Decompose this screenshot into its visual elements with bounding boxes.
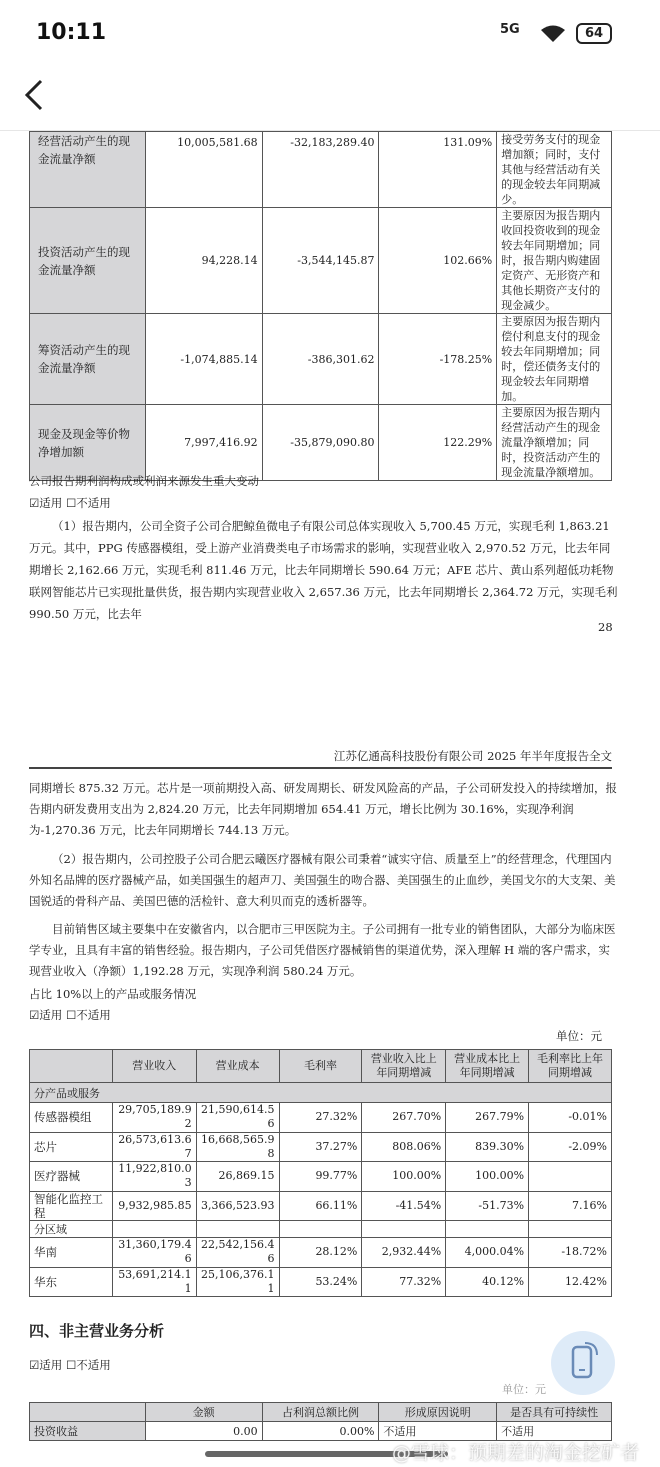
table-row — [30, 1267, 612, 1297]
empty-cell — [279, 1221, 362, 1238]
cell-reason: 主要原因为报告期内经营活动产生的现金流量净额增加；同时，投资活动产生的现金流量净额增加。 — [497, 405, 612, 481]
header-row — [30, 1050, 612, 1083]
data-cell: -51.73% — [446, 1191, 529, 1221]
watermark: @雪球：预期差的淘金挖矿者 — [392, 1442, 640, 1464]
section-label: 分区域 — [30, 1221, 113, 1238]
data-cell: 21,590,614.56 — [196, 1103, 279, 1133]
profit-change-title: 公司报告期利润构成或利润来源发生重大变动 — [29, 474, 259, 488]
data-cell: 267.70% — [362, 1103, 446, 1133]
data-cell: -41.54% — [362, 1191, 446, 1221]
data-cell: 3,366,523.93 — [196, 1191, 279, 1221]
data-cell: 9,932,985.85 — [112, 1191, 196, 1221]
table-row — [30, 314, 612, 405]
cell-prior: -32,183,289.40 — [262, 132, 379, 208]
section-4-title: 四、非主营业务分析 — [29, 1322, 165, 1340]
data-cell: 31,360,179.46 — [112, 1238, 196, 1268]
cell-current: 10,005,581.68 — [145, 132, 262, 208]
data-cell: 0.00 — [145, 1422, 262, 1441]
status-bar — [0, 0, 660, 62]
data-cell: 25,106,376.11 — [196, 1267, 279, 1297]
data-cell: -2.09% — [529, 1132, 612, 1162]
table-row — [30, 1132, 612, 1162]
cell-change: 102.66% — [379, 208, 497, 314]
applicable-checkbox-3[interactable]: ☑适用 ☐不适用 — [29, 1358, 111, 1372]
table-row — [30, 1422, 612, 1441]
data-cell: 不适用 — [379, 1422, 497, 1441]
table-row — [30, 1162, 612, 1192]
data-cell: 2,932.44% — [362, 1238, 446, 1268]
row-label: 筹资活动产生的现金流量净额 — [30, 314, 146, 405]
page-header: 江苏亿通高科技股份有限公司 2025 年半年度报告全文 — [29, 748, 612, 769]
cell-prior: -386,301.62 — [262, 314, 379, 405]
applicable-checkbox[interactable]: ☑适用 ☐不适用 — [29, 496, 111, 510]
data-cell: 99.77% — [279, 1162, 362, 1192]
wifi-icon — [540, 24, 566, 42]
data-cell: 不适用 — [497, 1422, 612, 1441]
cell-current: 94,228.14 — [145, 208, 262, 314]
data-cell: 16,668,565.98 — [196, 1132, 279, 1162]
product-table — [29, 1049, 612, 1297]
column-header: 占利润总额比例 — [262, 1403, 379, 1422]
data-cell: 37.27% — [279, 1132, 362, 1162]
non-operating-table — [29, 1402, 612, 1441]
status-time: 10:11 — [36, 20, 107, 45]
column-header: 毛利率比上年同期增减 — [529, 1050, 612, 1083]
unit-label-2: 单位：元 — [502, 1383, 546, 1396]
column-header: 是否具有可持续性 — [497, 1403, 612, 1422]
row-label: 华南 — [30, 1238, 113, 1268]
cashflow-table — [29, 131, 612, 481]
empty-cell — [446, 1221, 529, 1238]
empty-cell — [112, 1221, 196, 1238]
column-header: 营业成本 — [196, 1050, 279, 1083]
data-cell: 53.24% — [279, 1267, 362, 1297]
back-chevron-left-icon[interactable] — [22, 78, 46, 112]
phone-rotate-icon — [551, 1331, 615, 1395]
applicable-checkbox-2[interactable]: ☑适用 ☐不适用 — [29, 1008, 111, 1022]
data-cell: 839.30% — [446, 1132, 529, 1162]
data-cell: 66.11% — [279, 1191, 362, 1221]
cell-change: 131.09% — [379, 132, 497, 208]
cell-reason: 主要原因为报告期内收回投资收到的现金较去年同期增加；同时，报告期内购建固定资产、无形资产和其他长期资产支付的现金减少。 — [497, 208, 612, 314]
row-label: 经营活动产生的现金流量净额 — [30, 132, 146, 208]
paragraph-1b: 同期增长 875.32 万元。芯片是一项前期投入高、研发周期长、研发风险高的产品，子公司研发投入的持续增加，报告期内研发费用支出为 2,824.20 万元，比去年同期增加 654.41 万元，增长比例为 30.16%，实现净利润为-1,270.36 万元，比去年同期增长 744.13 万元。 — [29, 781, 618, 837]
data-cell: -18.72% — [529, 1238, 612, 1268]
row-label: 投资活动产生的现金流量净额 — [30, 208, 146, 314]
row-label: 华东 — [30, 1267, 113, 1297]
battery-indicator: 64 — [576, 23, 612, 44]
data-cell: 4,000.04% — [446, 1238, 529, 1268]
empty-cell — [196, 1221, 279, 1238]
section-label: 分产品或服务 — [30, 1083, 612, 1103]
data-cell: 77.32% — [362, 1267, 446, 1297]
data-cell: 27.32% — [279, 1103, 362, 1133]
header-row — [30, 1403, 612, 1422]
column-header: 金额 — [145, 1403, 262, 1422]
row-label: 现金及现金等价物净增加额 — [30, 405, 146, 481]
column-header: 营业收入比上年同期增减 — [362, 1050, 446, 1083]
cell-change: -178.25% — [379, 314, 497, 405]
cell-reason: 接受劳务支付的现金增加额；同时，支付其他与经营活动有关的现金较去年同期减少。 — [497, 132, 612, 208]
column-header: 营业成本比上年同期增减 — [446, 1050, 529, 1083]
data-cell: 40.12% — [446, 1267, 529, 1297]
column-header — [30, 1403, 146, 1422]
data-cell: 26,573,613.67 — [112, 1132, 196, 1162]
page-number: 28 — [598, 620, 613, 634]
table-row — [30, 132, 612, 208]
table-row — [30, 1191, 612, 1221]
data-cell: 22,542,156.46 — [196, 1238, 279, 1268]
data-cell: 26,869.15 — [196, 1162, 279, 1192]
table-row — [30, 208, 612, 314]
data-cell: 0.00% — [262, 1422, 379, 1441]
rotate-screen-button[interactable] — [551, 1331, 615, 1395]
data-cell: 28.12% — [279, 1238, 362, 1268]
cell-current: -1,074,885.14 — [145, 314, 262, 405]
unit-label: 单位：元 — [556, 1029, 602, 1043]
row-label: 传感器模组 — [30, 1103, 113, 1133]
paragraph-4: 占比 10%以上的产品或服务情况 — [29, 987, 197, 1001]
table-row — [30, 1103, 612, 1133]
network-indicator: 5G — [500, 22, 520, 37]
column-header: 营业收入 — [112, 1050, 196, 1083]
cell-change: 122.29% — [379, 405, 497, 481]
row-label: 芯片 — [30, 1132, 113, 1162]
data-cell: 29,705,189.92 — [112, 1103, 196, 1133]
row-label: 医疗器械 — [30, 1162, 113, 1192]
cell-prior: -35,879,090.80 — [262, 405, 379, 481]
column-header: 形成原因说明 — [379, 1403, 497, 1422]
row-label: 投资收益 — [30, 1422, 146, 1441]
cell-current: 7,997,416.92 — [145, 405, 262, 481]
paragraph-2: （2）报告期内，公司控股子公司合肥云曦医疗器械有限公司秉着“诚实守信、质量至上”的经营理念，代理国内外知名品牌的医疗器械产品，如美国强生的超声刀、美国强生的吻合器、美国强生的止血纱，美国戈尔的大支架、美国锐适的骨科产品、美国巴德的活检针、意大利贝而克的透析器等。 — [29, 852, 616, 908]
data-cell: 808.06% — [362, 1132, 446, 1162]
section-row — [30, 1083, 612, 1103]
empty-cell — [362, 1221, 446, 1238]
data-cell: 100.00% — [446, 1162, 529, 1192]
table-row — [30, 1238, 612, 1268]
data-cell — [529, 1162, 612, 1192]
data-cell: 7.16% — [529, 1191, 612, 1221]
cell-prior: -3,544,145.87 — [262, 208, 379, 314]
data-cell: 267.79% — [446, 1103, 529, 1133]
cell-reason: 主要原因为报告期内偿付利息支付的现金较去年同期增加；同时，偿还债务支付的现金较去年同期增加。 — [497, 314, 612, 405]
column-header: 毛利率 — [279, 1050, 362, 1083]
paragraph-1: （1）报告期内，公司全资子公司合肥鲸鱼微电子有限公司总体实现收入 5,700.45 万元，实现毛利 1,863.21 万元。其中，PPG 传感器模组，受上游产业消费类电子市场需求的影响，实现营业收入 2,970.52 万元，比去年同期增长 2,162.66 万元，实现毛利 811.46 万元，比去年同期增长 590.64 万元；AFE 芯片、黄山系列超低功耗物联网智能芯片已实现批量供货，报告期内实现营业收入 2,657.36 万元，比去年同期增长 2,364.72 万元，实现毛利 990.50 万元，比去年 — [29, 519, 618, 621]
column-header — [30, 1050, 113, 1083]
data-cell: 53,691,214.11 — [112, 1267, 196, 1297]
data-cell: 100.00% — [362, 1162, 446, 1192]
section-row — [30, 1221, 612, 1238]
data-cell: 11,922,810.03 — [112, 1162, 196, 1192]
paragraph-3: 目前销售区域主要集中在安徽省内，以合肥市三甲医院为主。子公司拥有一批专业的销售团队，大部分为临床医学专业，且具有丰富的销售经验。报告期内，子公司凭借医疗器械销售的渠道优势，深入理解 H 端的客户需求，实现营业收入（净额）1,192.28 万元，实现净利润 580.24 万元。 — [29, 922, 616, 978]
empty-cell — [529, 1221, 612, 1238]
report-body — [29, 778, 619, 1297]
data-cell: 12.42% — [529, 1267, 612, 1297]
data-cell: -0.01% — [529, 1103, 612, 1133]
row-label: 智能化监控工程 — [30, 1191, 113, 1221]
